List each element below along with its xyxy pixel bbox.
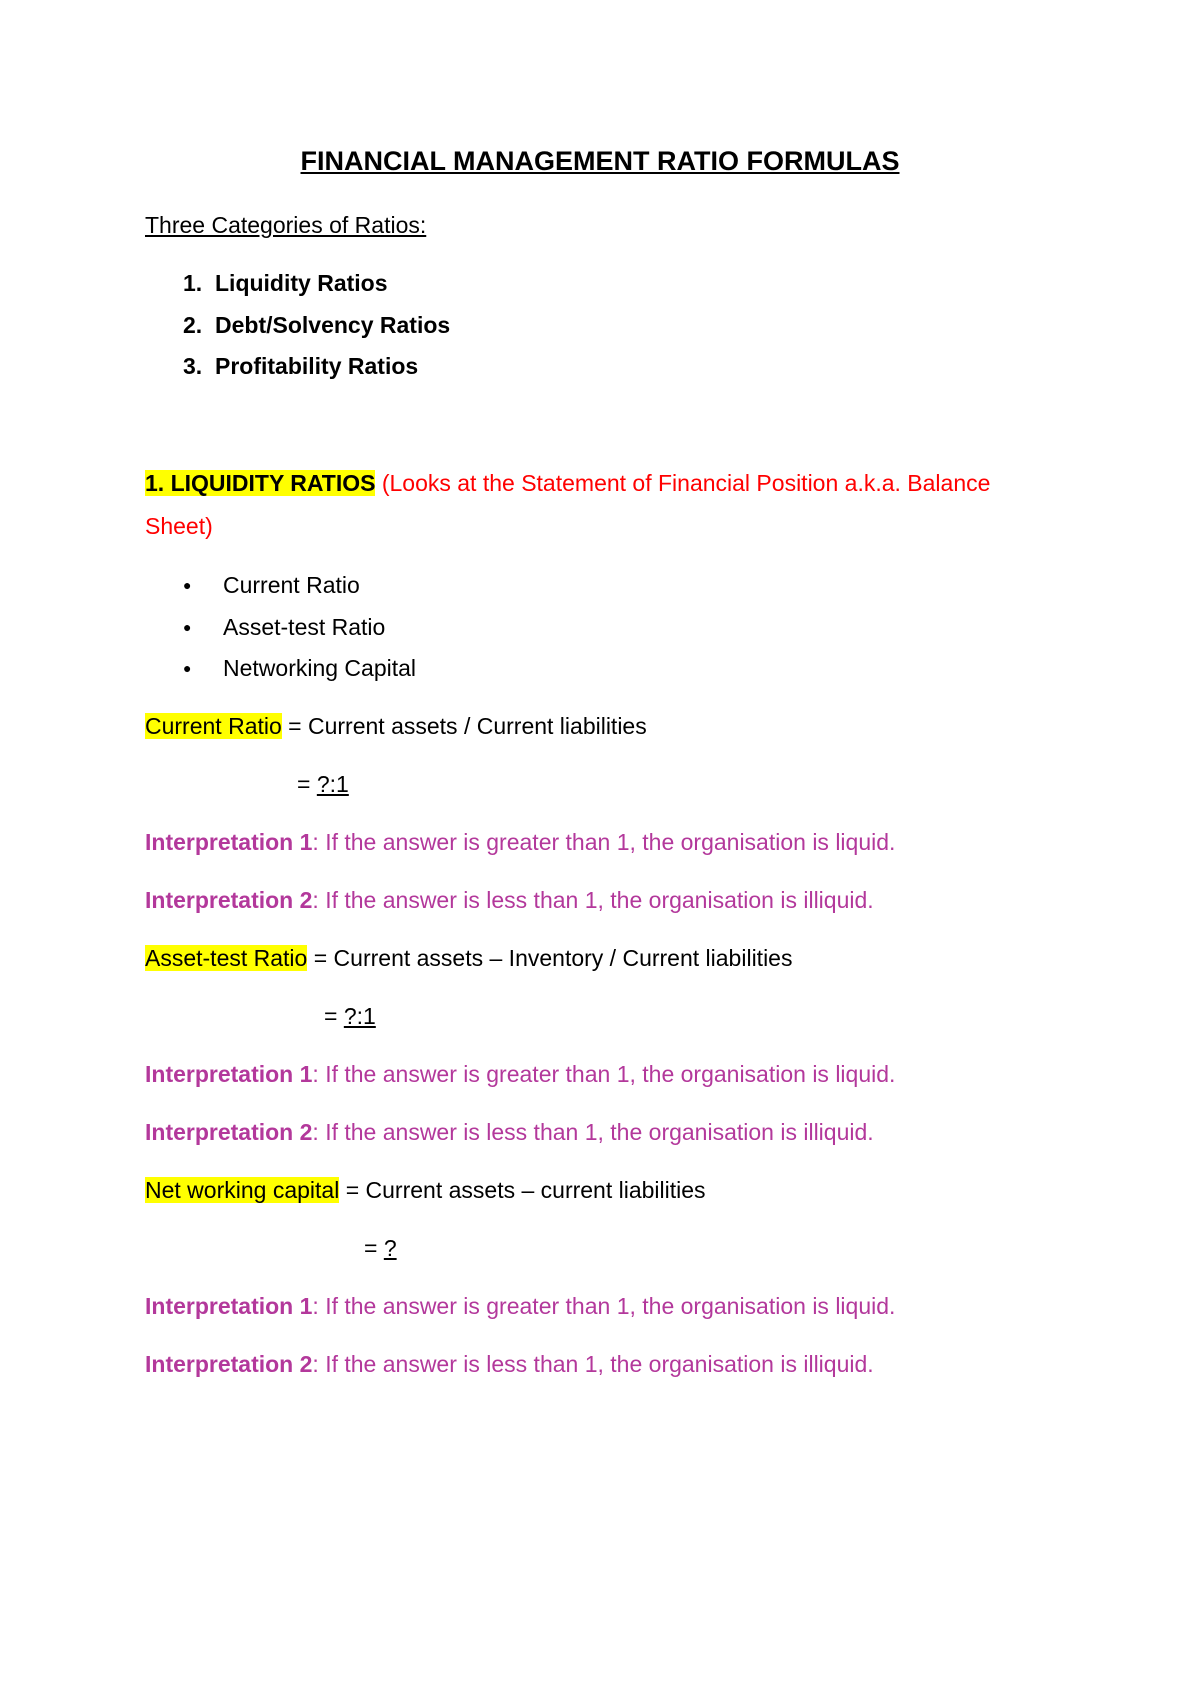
formula-expression: = Current assets – current liabilities: [339, 1177, 706, 1203]
formula-result-line: [364, 1235, 397, 1262]
list-number: 3.: [183, 353, 203, 379]
formula-result: ?:1: [316, 771, 349, 797]
formula-result: ?:1: [343, 1003, 376, 1029]
interpretation-text: : If the answer is less than 1, the organisation is illiquid.: [312, 1119, 874, 1145]
interpretation-label: Interpretation 1: [145, 829, 313, 855]
interpretation-text: : If the answer is greater than 1, the organisation is liquid.: [312, 1293, 896, 1319]
page-title: FINANCIAL MANAGEMENT RATIO FORMULAS: [300, 146, 900, 176]
interpretation-text: : If the answer is less than 1, the organisation is illiquid.: [312, 1351, 874, 1377]
section-heading-line: [145, 470, 990, 497]
category-item: [183, 353, 418, 380]
bullet-icon: [183, 655, 223, 682]
formula-name: Current Ratio: [145, 713, 282, 739]
interpretation-line: [145, 1293, 895, 1320]
section-note-continued: Sheet): [145, 513, 213, 539]
formula-name: Asset-test Ratio: [145, 945, 308, 971]
interpretation-line: [145, 887, 874, 914]
interpretation-text: : If the answer is greater than 1, the organisation is liquid.: [312, 1061, 896, 1087]
formula-expression: = Current assets / Current liabilities: [281, 713, 647, 739]
bullet-item: [183, 655, 416, 682]
equals-sign: =: [297, 771, 317, 797]
formula-line: [145, 1177, 706, 1204]
category-label: Liquidity Ratios: [215, 270, 388, 296]
bullet-item: [183, 572, 360, 599]
formula-line: [145, 945, 792, 972]
formula-expression: = Current assets – Inventory / Current liabilities: [307, 945, 793, 971]
bullet-icon: [183, 572, 223, 599]
formula-result-line: [324, 1003, 376, 1030]
interpretation-line: [145, 1061, 895, 1088]
bullet-label: Current Ratio: [223, 572, 360, 598]
category-label: Profitability Ratios: [215, 353, 419, 379]
bullet-item: [183, 614, 385, 641]
interpretation-label: Interpretation 2: [145, 887, 313, 913]
formula-result: ?: [383, 1235, 397, 1261]
categories-heading: Three Categories of Ratios:: [145, 212, 427, 238]
bullet-label: Asset-test Ratio: [223, 614, 386, 640]
section-heading: 1. LIQUIDITY RATIOS: [145, 470, 376, 496]
interpretation-label: Interpretation 1: [145, 1061, 313, 1087]
interpretation-line: [145, 1119, 874, 1146]
category-item: [183, 270, 388, 297]
interpretation-label: Interpretation 1: [145, 1293, 313, 1319]
bullet-label: Networking Capital: [223, 655, 417, 681]
equals-sign: =: [324, 1003, 344, 1029]
bullet-icon: [183, 614, 223, 641]
category-item: [183, 312, 450, 339]
formula-line: [145, 713, 647, 740]
category-label: Debt/Solvency Ratios: [215, 312, 451, 338]
interpretation-text: : If the answer is greater than 1, the organisation is liquid.: [312, 829, 896, 855]
interpretation-line: [145, 1351, 874, 1378]
formula-result-line: [297, 771, 349, 798]
interpretation-text: : If the answer is less than 1, the organisation is illiquid.: [312, 887, 874, 913]
section-note: (Looks at the Statement of Financial Position a.k.a. Balance: [381, 470, 991, 496]
equals-sign: =: [364, 1235, 384, 1261]
formula-name: Net working capital: [145, 1177, 340, 1203]
list-number: 2.: [183, 312, 203, 338]
interpretation-line: [145, 829, 895, 856]
interpretation-label: Interpretation 2: [145, 1119, 313, 1145]
list-number: 1.: [183, 270, 203, 296]
interpretation-label: Interpretation 2: [145, 1351, 313, 1377]
